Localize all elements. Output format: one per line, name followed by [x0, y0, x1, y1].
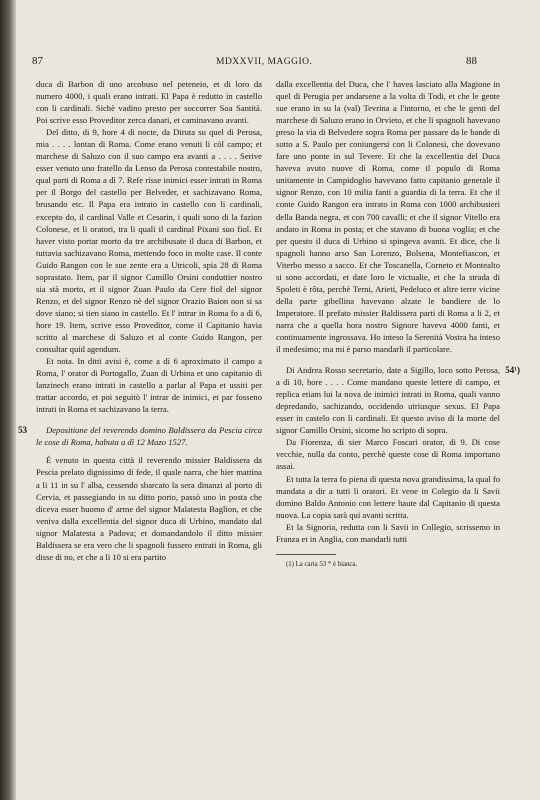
- entry-53: [18, 424, 262, 563]
- book-gutter: [0, 0, 16, 800]
- paragraph: duca di Barbon di uno arcobuso nel peteneio, et di loro da numero 4000, i quali erano intrati. El Papa è redutto in castello con li cardinali. Sichè vadino presto per soccorrer Soa Santità. Poi scrive esso Proveditor zerca danari, et caminavano avanti.: [36, 79, 262, 126]
- right-column: [276, 78, 520, 571]
- page-number-right: 88: [466, 55, 477, 67]
- entry-heading: Di Andrea Rosso secretario, date a Sigillo, loco sotto Perosa, a dì 10, hore . . . . Come mandano queste lettere di campo, et replica etiam lui la nova de inimici intrati in Roma, quali vanno depredando, sachizando, occidendo utriusque sexus. El Papa esser in castelo con li cardinali. Et questo aviso di la morte del signor Camillo Orsini, sicome ho scripto di sopra.: [276, 365, 500, 436]
- footnote: (1) La carta 53 * è bianca.: [286, 560, 358, 568]
- entry-number: 53: [18, 425, 27, 436]
- paragraph: Del ditto, di 9, hore 4 di nocte, da Diruta su quel di Perosa, mia . . . . lontan di Roma. Come erano venuti li còl campo; et marchese di Saluzo con il suo campo era avanti a . . . . Serive esser venuto uno fratello da Lenso da Perosa contestabile nostro, qual parti di Roma a dì 7. Refe risse inimici esser intrati in Roma per il Borgo del castello per Belveder, et sachizavano Roma, brusando etc. Il Papa era intrato in castello con li cardinali, excepto do, il cardinal Valle et Cesarin, i quali sono di la fazion Colonese, et li oratori, tra li quali il cardinal Pixani suo fiol. Et haver visto portar morto da tre archibusate il duca di Barbon, et tuttavia sachizavano Roma, mettendo foco in molte case. Il conte Guido Rangon con le sue zente era a Utricoli, spia 28 di Roma soprastato. Item, par il signor Camillo Orsini conduttier nostro sia stà morto, et il signor Zuan Paulo da Cere fiol del signor Renzo, et del signor Renzo nè del signor Orazio Baion non si sa dove siano; si tien siano in castello. Et l' intrar in Roma fo a dì 6, hore 19. Item, scrive esso Proveditor, come il Capitanio havia scritto al marchese di Saluzo et al conte Guido Rangon, per consultar quid agendum.: [36, 127, 262, 355]
- entry-text: Et tutta la terra fo piena di questa nova grandissima, la qual fo mandata a dir a tutti li oratori. Et vene in Colegio da li Savii domino Baldo Antonio con lettere haute dal Capitanio di questa nuova. La copia sarà qui avanti scritta.: [276, 473, 500, 520]
- entry-number: 54¹): [505, 365, 520, 376]
- paragraph: Et nota. In ditti avisi è, come a dì 6 aproximato il campo a Roma, l' orator di Portogallo, Zuan di Urbina et uno capitanio di lanzinech erano intrati in castello a parlar al Papa et ussiti per trattar accordo, et poi seguitò l' intrar de inimici, et par fosseno intrati in Roma et sachizavano la terra.: [36, 356, 262, 415]
- entry-text: È venuto in questa città il reverendo missier Baldissera da Pescia prelato dignissimo di fede, il quale narra, che hier mattina a li 11 in su l' alba, cessendo sbarcato la sera dinanzi al porto di Cervia, et passegiando in su ditto porto, passò uno in posta che diceva esser huomo d' arme del signor Malatesta Baglion, et che veniva dalla excellentia del signor duca di Urbino, mandato dal signor Malatesta a Padova; et domandandolo il ditto missier Baldissera se era vero che li spagnoli fussero entrati in Roma, gli disse di no, et che a li 10 si era partito: [36, 455, 262, 562]
- entry-text: Et la Signoria, redutta con li Savii in Collegio, scrissemo in Franza et in Anglia, con mandarli tutti: [276, 521, 500, 544]
- entry-heading: Depositione del reverendo domino Baldissera da Pescia circa le cose di Roma, habuta a dì 12 Mazo 1527.: [36, 425, 262, 448]
- entry-heading: Da Fiorenza, di sier Marco Foscari orator, di 9. Di cose vecchie, nulla da conto, perchè queste cose di Roma importano assai.: [276, 437, 500, 472]
- entry-54: [276, 364, 520, 545]
- page-number-left: 87: [32, 55, 43, 67]
- footnote-rule: [276, 554, 336, 555]
- running-title: MDXXVII, MAGGIO.: [216, 57, 313, 67]
- paragraph: dalla excellentia del Duca, che l' havea lasciato alla Magione in quel di Perugia per andarsene a la volta di Todi, et che le gente sue erano in su la (val) Tevrina a l'intorno, et che le genti del marchese di Saluzo erano in Orvieto, et che li spagnoli havevano preso la via di Belvedere sopra Roma per passare da le bande di sotto a S. Paulo per coniungersi con li Colonesi, che dovevano fare uno ponte in sul Tevere. Et che la excellentia del Duca haveva avuto nuove di Roma, come il populo di Roma unitamente in Campidoglio havevano fatto capitanio generale il signor Renzo, con 10 milia fanti a guardia di la terra. Et che il conte Guido Rangon era intrato in Roma con 1000 archibusieri della Banda negra, et con 700 cavalli; et che il signor Vitello era andato in Roma in posta; et che stavano di buona voglia; et che per questo il duca di Urbino si spingeva avanti. Et dice, che li spagnoli hanno arso San Lorenzo, Bolsena, Montefiascon, et Viterbo messo a sacco. Et che Toscanella, Corneto et Montealto si sono accordati, et date loro le victualie, et che la strada di Spoleti è rôta, perchè Terni, Arieti, Pedeluco et altre terre vicine della parte gibellina havevano alzate le bandiere de lo Imperatore. Il prefato missier Baldissera parti di Roma a li 2, et narra che a quella hora nostro Signore haveva 4000 fanti, et continuamente ingrossava. Ho inteso la Serenità Vostra ha inteso il medesimo; ma mi è parso mandarli il particolare.: [276, 79, 500, 355]
- left-column: [18, 78, 262, 563]
